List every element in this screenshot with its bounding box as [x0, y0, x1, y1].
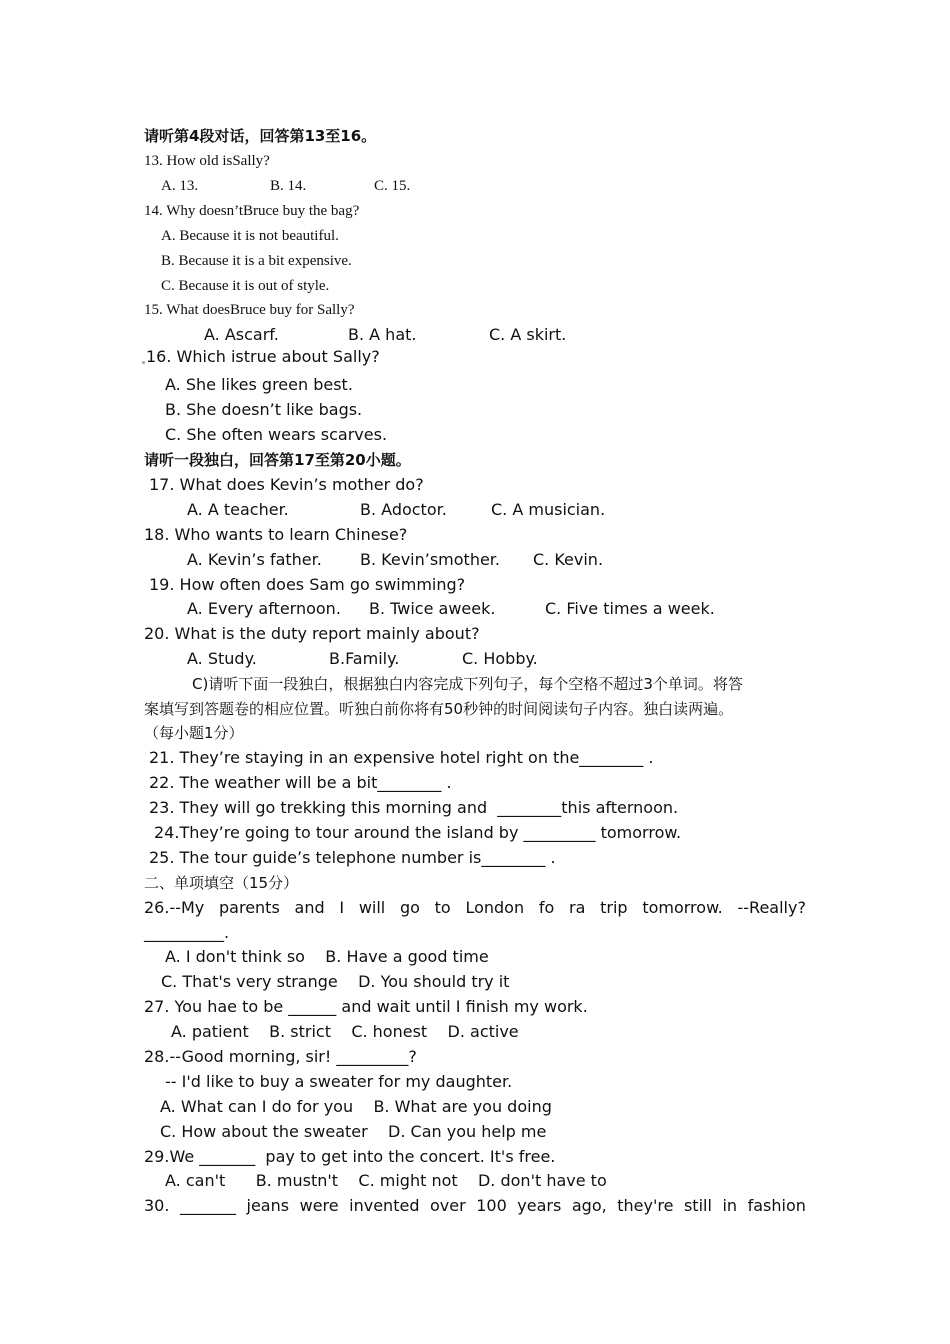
section-c-intro-line-2: 案填写到答题卷的相应位置。听独白前你将有50秒钟的时间阅读句子内容。独白读两遍。 — [144, 700, 734, 718]
section-2-header: 二、单项填空（15分） — [144, 874, 299, 892]
question-13-option-b: B. 14. — [270, 178, 307, 194]
question-15-option-b: B. A hat. — [348, 325, 417, 344]
question-25: 25. The tour guide’s telephone number is________ . — [149, 848, 556, 867]
q30-word: 100 — [476, 1196, 507, 1215]
question-18-option-a: A. Kevin’s father. — [187, 550, 322, 569]
question-14-stem: 14. Why doesn’tBruce buy the bag? — [144, 203, 360, 219]
question-17-stem: 17. What does Kevin’s mother do? — [149, 475, 424, 494]
question-19-option-c: C. Five times a week. — [545, 599, 715, 618]
q26-word: London — [465, 898, 525, 917]
question-13-stem: 13. How old isSally? — [144, 153, 270, 169]
section-c-intro-line-1: C)请听下面一段独白，根据独白内容完成下列句子，每个空格不超过3个单词。将答 — [192, 675, 743, 693]
question-16-option-c: C. She often wears scarves. — [165, 425, 388, 444]
question-20-option-a: A. Study. — [187, 649, 257, 668]
question-22: 22. The weather will be a bit________ . — [149, 773, 452, 792]
question-26-blank: __________. — [144, 923, 230, 942]
q26-word: 26.--My — [144, 898, 205, 917]
question-17-option-c: C. A musician. — [491, 500, 606, 519]
q30-word: 30. — [144, 1196, 170, 1215]
question-20-stem: 20. What is the duty report mainly about? — [144, 624, 480, 643]
question-17-option-a: A. A teacher. — [187, 500, 289, 519]
question-16-option-a: A. She likes green best. — [165, 375, 353, 394]
section-c-intro-line-3: （每小题1分） — [144, 724, 244, 742]
question-24: 24.They’re going to tour around the island by _________ tomorrow. — [154, 823, 682, 842]
question-21: 21. They’re staying in an expensive hotel right on the________ . — [149, 748, 654, 767]
question-29-stem: 29.We _______ pay to get into the concert. It's free. — [144, 1147, 556, 1166]
q26-word: will — [358, 898, 386, 917]
question-14-option-c: C. Because it is out of style. — [161, 278, 330, 294]
q30-word: jeans — [246, 1196, 290, 1215]
q30-word: in — [722, 1196, 738, 1215]
q30-word: years — [517, 1196, 562, 1215]
q26-word: parents — [219, 898, 280, 917]
q26-word: I — [339, 898, 345, 917]
question-18-option-b: B. Kevin’smother. — [360, 550, 500, 569]
question-28-stem: 28.--Good morning, sir! _________? — [144, 1047, 417, 1066]
q30-word: still — [683, 1196, 712, 1215]
question-14-option-a: A. Because it is not beautiful. — [161, 228, 339, 244]
question-30-line-1 — [144, 1195, 806, 1217]
stray-mark — [142, 361, 145, 364]
question-26-line-1 — [144, 897, 806, 919]
question-20-option-c: C. Hobby. — [462, 649, 538, 668]
section-header-dialogue-4: 请听第4段对话，回答第13至16。 — [144, 127, 377, 145]
q26-word: --Really? — [737, 898, 806, 917]
question-18-option-c: C. Kevin. — [533, 550, 604, 569]
question-26-options-ab: A. I don't think so B. Have a good time — [165, 947, 489, 966]
question-28-options-ab: A. What can I do for you B. What are you doing — [160, 1097, 552, 1116]
question-19-option-a: A. Every afternoon. — [187, 599, 341, 618]
question-27-options: A. patient B. strict C. honest D. active — [171, 1022, 519, 1041]
question-19-stem: 19. How often does Sam go swimming? — [149, 575, 466, 594]
question-19-option-b: B. Twice aweek. — [369, 599, 496, 618]
question-15-option-c: C. A skirt. — [489, 325, 567, 344]
q26-word: tomorrow. — [642, 898, 723, 917]
q30-word: _______ — [179, 1196, 236, 1215]
q26-word: and — [294, 898, 325, 917]
q26-word: trip — [600, 898, 628, 917]
question-17-option-b: B. Adoctor. — [360, 500, 447, 519]
q30-word: invented — [349, 1196, 420, 1215]
q30-word: fashion — [747, 1196, 806, 1215]
q30-word: over — [430, 1196, 466, 1215]
question-16-option-b: B. She doesn’t like bags. — [165, 400, 363, 419]
question-20-option-b: B.Family. — [329, 649, 400, 668]
question-13-option-a: A. 13. — [161, 178, 199, 194]
question-26-options-cd: C. That's very strange D. You should try it — [161, 972, 510, 991]
question-13-option-c: C. 15. — [374, 178, 411, 194]
question-15-stem: 15. What doesBruce buy for Sally? — [144, 302, 355, 318]
question-29-options: A. can't B. mustn't C. might not D. don't have to — [165, 1171, 607, 1190]
q26-word: to — [434, 898, 451, 917]
q30-word: they're — [617, 1196, 674, 1215]
section-header-monologue: 请听一段独白，回答第17至第20小题。 — [144, 451, 411, 469]
question-14-option-b: B. Because it is a bit expensive. — [161, 253, 352, 269]
q30-word: were — [299, 1196, 339, 1215]
question-28-reply: -- I'd like to buy a sweater for my daughter. — [165, 1072, 513, 1091]
question-15-option-a: A. Ascarf. — [204, 325, 279, 344]
question-16-stem: 16. Which istrue about Sally? — [146, 347, 380, 366]
question-18-stem: 18. Who wants to learn Chinese? — [144, 525, 408, 544]
q26-word: ra — [569, 898, 586, 917]
q30-word: ago, — [571, 1196, 607, 1215]
question-27-stem: 27. You hae to be ______ and wait until I finish my work. — [144, 997, 588, 1016]
question-28-options-cd: C. How about the sweater D. Can you help me — [160, 1122, 547, 1141]
q26-word: go — [399, 898, 420, 917]
q26-word: fo — [538, 898, 555, 917]
question-23: 23. They will go trekking this morning and ________this afternoon. — [149, 798, 679, 817]
